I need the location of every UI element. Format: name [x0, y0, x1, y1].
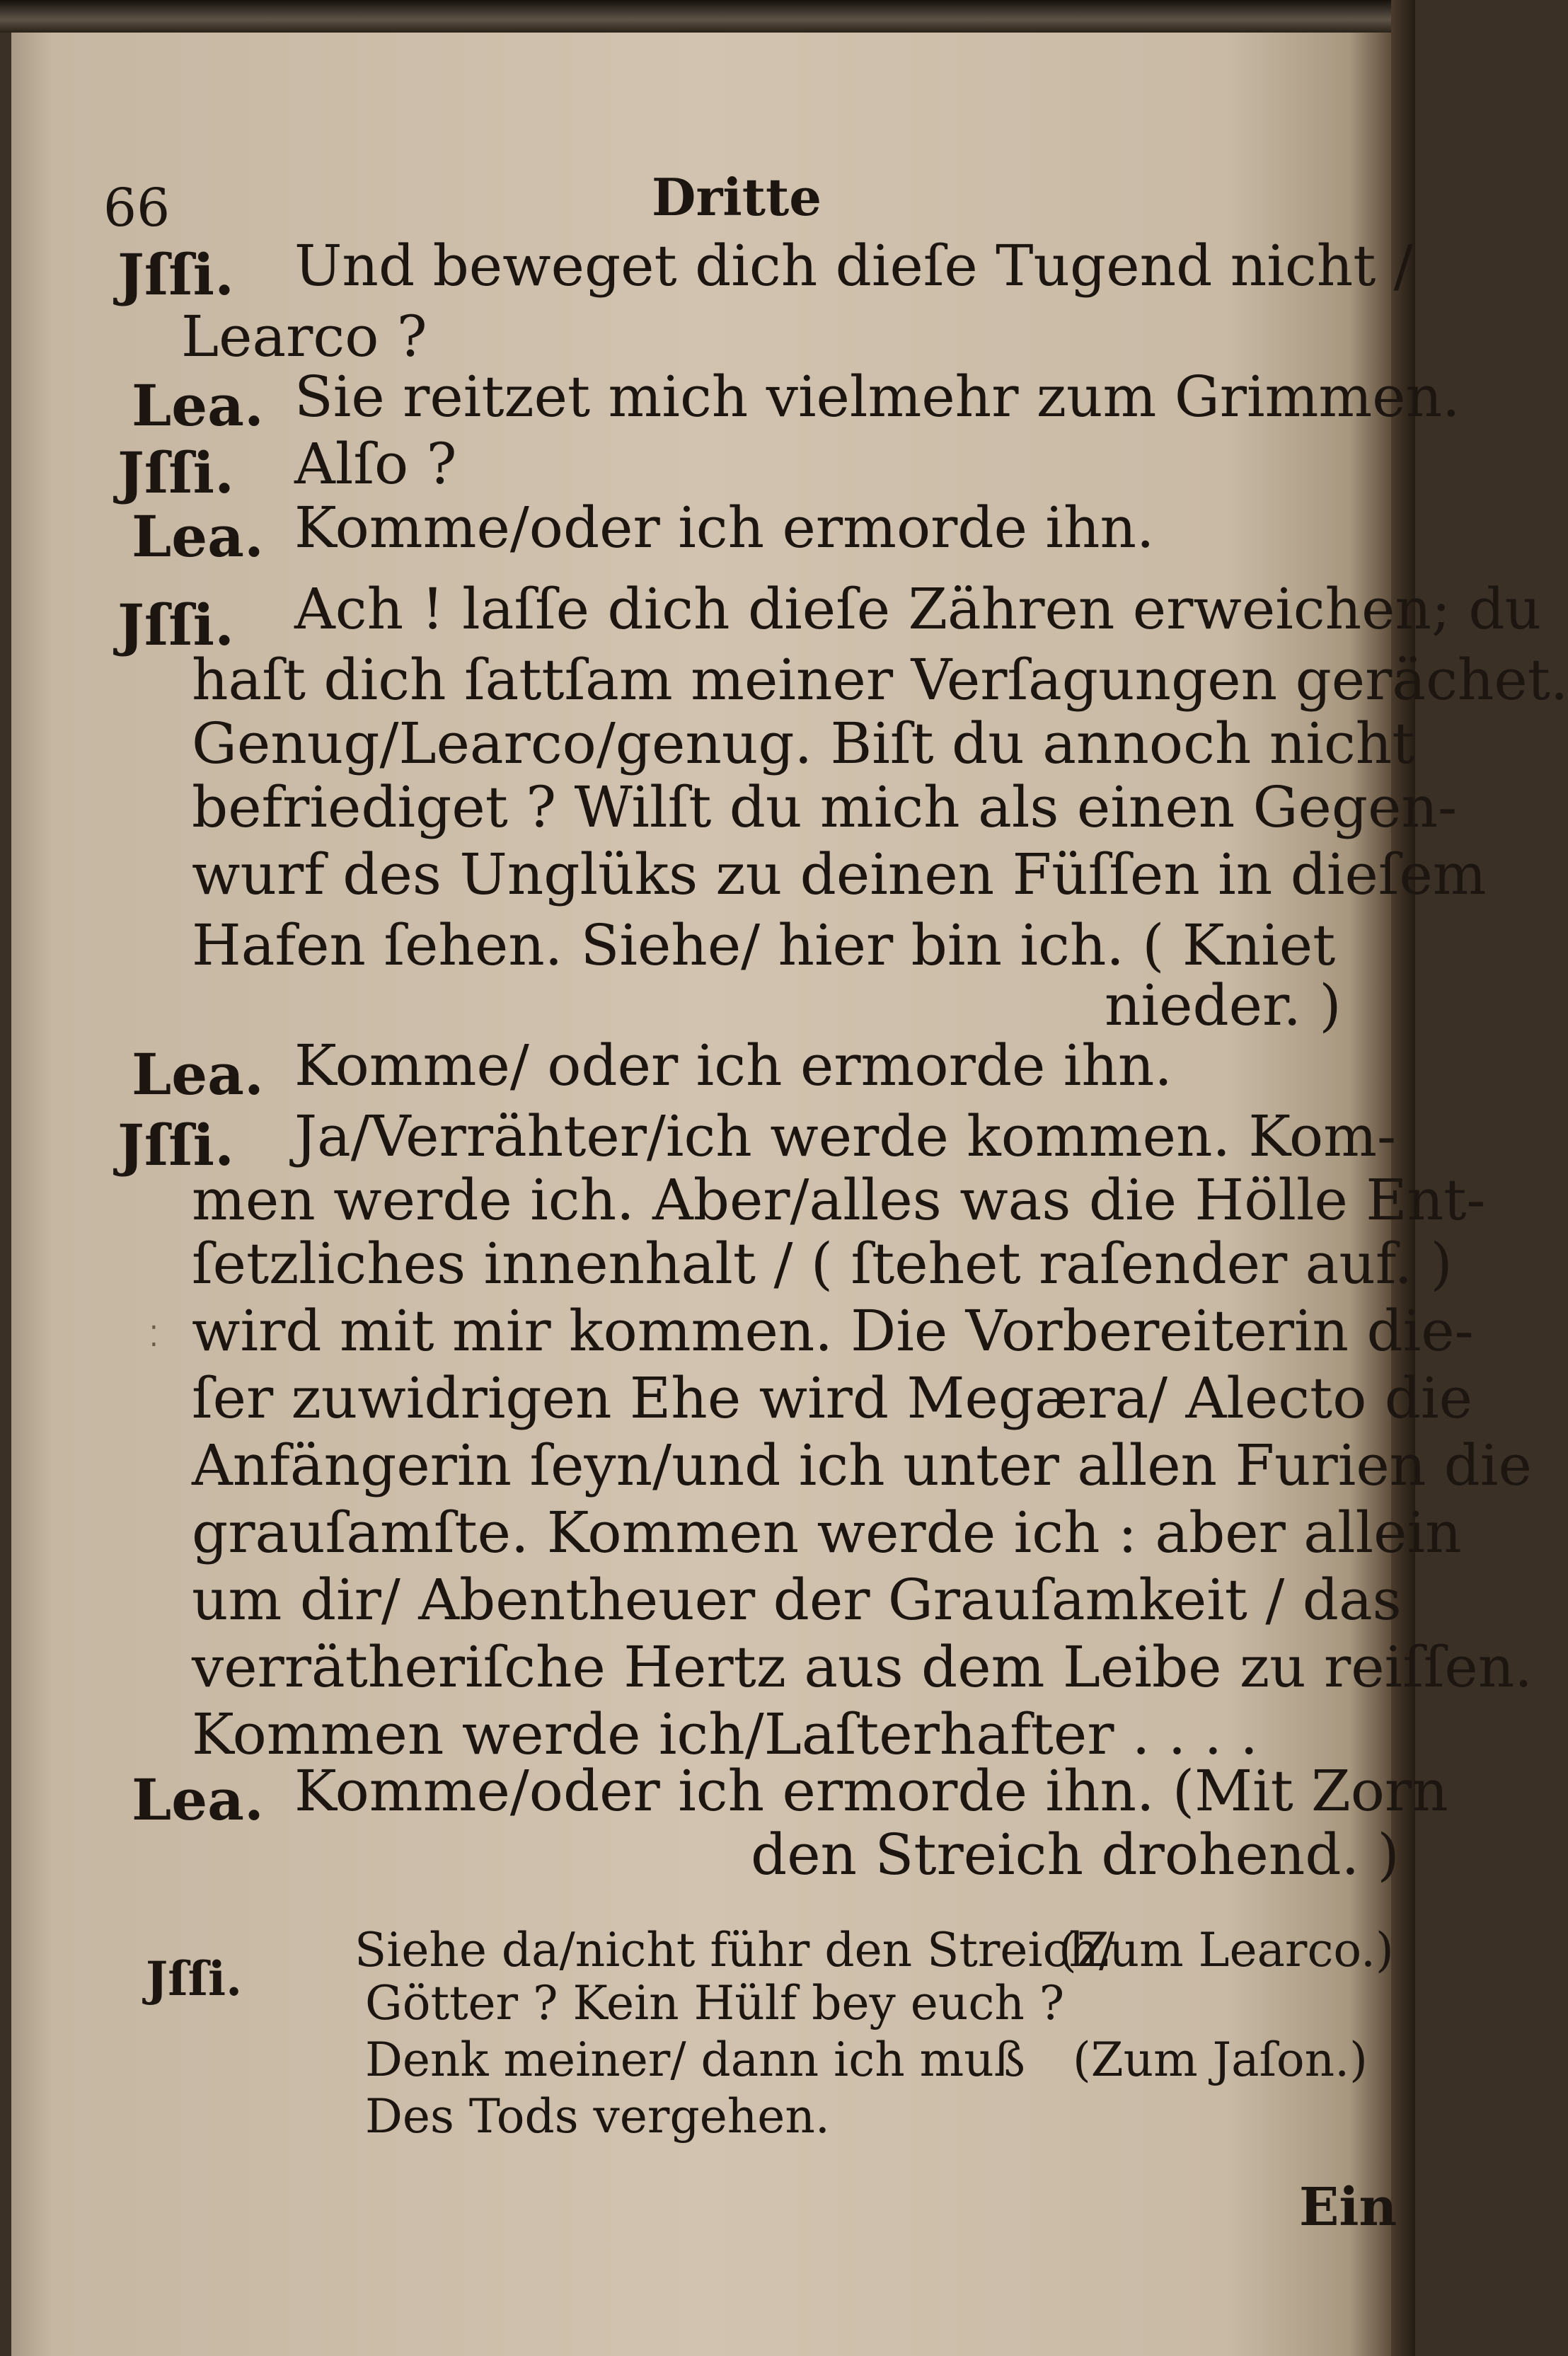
running-head: Dritte: [652, 167, 822, 227]
text-line: Alſo ?: [294, 431, 457, 497]
text-line: grauſamſte. Kommen werde ich : aber allein: [192, 1500, 1462, 1565]
text-line: Anfängerin ſeyn/und ich unter allen Furien die: [192, 1432, 1532, 1498]
speaker-label: Jſſi.: [146, 1951, 243, 2006]
text-line: haſt dich ſattſam meiner Verſagungen gerächet.: [192, 647, 1568, 713]
text-line: ſer zuwidrigen Ehe wird Megæra/ Alecto die: [192, 1365, 1472, 1431]
scan-top-band: [0, 0, 1415, 33]
speaker-label: Lea.: [132, 372, 264, 439]
text-line: verrätheriſche Hertz aus dem Leibe zu reiſſen.: [192, 1634, 1533, 1700]
speaker-label: Jſſi.: [117, 439, 234, 506]
text-line: befriediget ? Wilſt du mich als einen Gegen-: [192, 774, 1458, 840]
text-line: Learco ?: [181, 304, 427, 369]
text-line: Kommen werde ich/Laſterhafter . . . .: [192, 1701, 1258, 1767]
text-line: Komme/oder ich ermorde ihn.: [294, 495, 1155, 561]
stage-direction: nieder. ): [1105, 972, 1342, 1038]
text-line: Komme/oder ich ermorde ihn. (Mit Zorn: [294, 1758, 1448, 1824]
aria-line: Siehe da/nicht führ den Streich/: [354, 1923, 1115, 1977]
speaker-label: Jſſi.: [117, 1112, 234, 1178]
text-line: Ach ! laſſe dich dieſe Zähren erweichen; du: [294, 576, 1542, 642]
text-line: men werde ich. Aber/alles was die Hölle Ent-: [192, 1167, 1486, 1233]
text-line: ſetzliches innenhalt / ( ſtehet raſender auf. ): [192, 1231, 1453, 1297]
speaker-label: Jſſi.: [117, 241, 234, 308]
text-line: Ja/Verrähter/ich werde kommen. Kom-: [294, 1103, 1397, 1169]
text-line: um dir/ Abentheuer der Grauſamkeit / das: [192, 1567, 1402, 1633]
text-line: wird mit mir kommen. Die Vorbereiterin die-: [192, 1298, 1474, 1364]
aria-line: Denk meiner/ dann ich muß: [365, 2033, 1025, 2087]
catchword: Ein: [1299, 2177, 1397, 2238]
aria-stage-direction: (Zum Learco.): [1059, 1923, 1394, 1977]
speaker-label: Lea.: [132, 1766, 264, 1833]
text-line: Genug/Learco/genug. Biſt du annoch nicht: [192, 711, 1415, 776]
text-line: Komme/ oder ich ermorde ihn.: [294, 1033, 1172, 1098]
text-line: Und beweget dich dieſe Tugend nicht /: [294, 233, 1413, 299]
page-number: 66: [103, 178, 171, 239]
aria-stage-direction: (Zum Jaſon.): [1073, 2033, 1368, 2087]
text-line: Sie reitzet mich vielmehr zum Grimmen.: [294, 364, 1460, 430]
speaker-label: Jſſi.: [117, 592, 234, 658]
aria-line: Des Tods vergehen.: [365, 2089, 830, 2144]
speaker-label: Lea.: [132, 1041, 264, 1108]
speaker-label: Lea.: [132, 503, 264, 570]
stage-direction: den Streich drohend. ): [751, 1822, 1400, 1887]
book-page: [11, 33, 1568, 2356]
text-line: Hafen ſehen. Siehe/ hier bin ich. ( Kniet: [192, 912, 1336, 978]
text-line: wurf des Unglüks zu deinen Füſſen in dieſem: [192, 841, 1487, 907]
aria-line: Götter ? Kein Hülf bey euch ?: [365, 1976, 1065, 2030]
margin-mark: ⁚: [149, 1321, 158, 1353]
